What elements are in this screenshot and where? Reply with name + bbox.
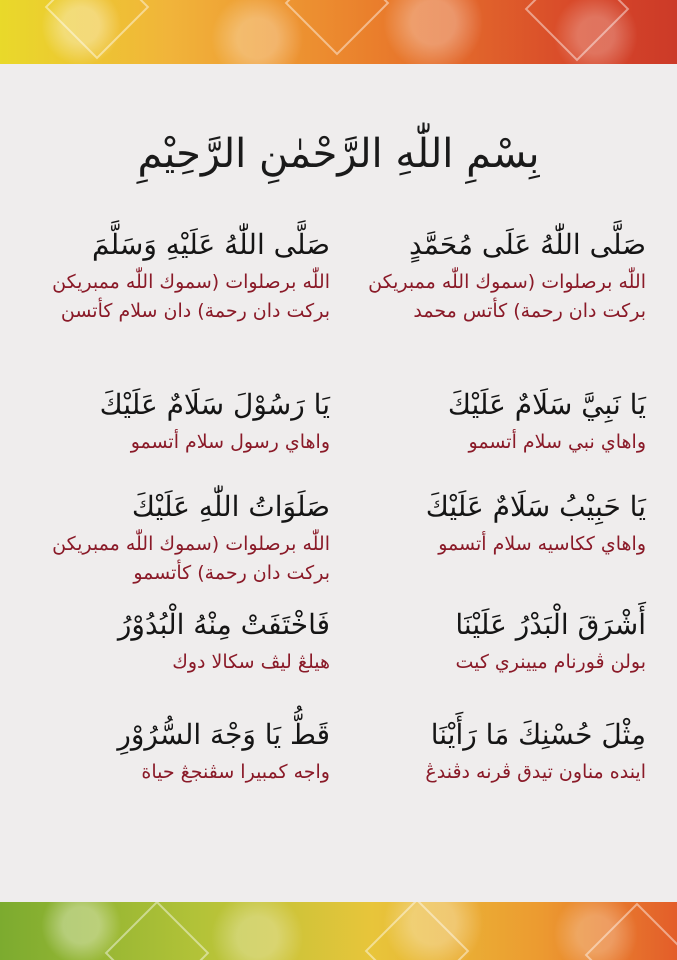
verse-translation: ايندە مناون تيدق ڤرنه دڤندڠ [425,760,646,783]
verse-translation: اللّٰه برصلوات (سموك اللّٰه ممبريكن بركت دان رحمة) كأتس محمد [368,270,646,323]
verse-translation: اللّٰه برصلوات (سموك اللّٰه ممبريكن بركت دان رحمة) دان سلام كأتسن [52,270,330,323]
star-ornament-icon [525,0,630,61]
verse-block [30,718,330,787]
verse-block [346,718,646,787]
arabic-verse: فَاخْتَفَتْ مِنْهُ الْبُدُوْرُ [117,608,330,641]
arabic-verse: يَا نَبِيَّ سَلَامٌ عَلَيْكَ [447,388,646,421]
verse-block [30,490,330,588]
basmala-heading: بِسْمِ اللّٰهِ الرَّحْمٰنِ الرَّحِيْمِ [137,131,540,177]
verse-block [30,608,330,677]
verse-block [346,490,646,559]
arabic-verse: يَا رَسُوْلَ سَلَامٌ عَلَيْكَ [99,388,330,421]
verse-translation: بولن ڤورنام ميينري كيت [455,650,646,673]
verse-translation: اللّٰه برصلوات (سموك اللّٰه ممبريكن بركت دان رحمة) كأتسمو [52,532,330,585]
arabic-verse: صَلَّى اللّٰهُ عَلَى مُحَمَّدٍ [409,228,646,261]
verse-block [346,228,646,326]
verse-block [346,388,646,457]
arabic-verse: مِثْلَ حُسْنِكَ مَا رَأَيْنَا [430,718,646,751]
verse-translation: هيلڠ ليڤ سكالا دوك [172,650,330,673]
arabic-verse: قَطُّ يَا وَجْهَ السُّرُوْرِ [117,718,330,751]
verse-translation: واجه كمبيرا سڤنجڠ حياة [141,760,330,783]
verse-translation: واهاي ككاسيه سلام أتسمو [438,532,646,555]
star-ornament-icon [105,902,210,960]
top-decorative-band [0,0,677,64]
star-ornament-icon [365,902,470,960]
verse-translation: واهاي نبي سلام أتسمو [468,430,646,453]
bottom-decorative-band [0,902,677,960]
star-ornament-icon [45,0,150,59]
arabic-verse: أَشْرَقَ الْبَدْرُ عَلَيْنَا [455,608,646,641]
verse-block [346,608,646,677]
arabic-verse: يَا حَبِيْبُ سَلَامٌ عَلَيْكَ [425,490,646,523]
verse-block [30,388,330,457]
arabic-verse: صَلَوَاتُ اللّٰهِ عَلَيْكَ [131,490,330,523]
verse-translation: واهاي رسول سلام أتسمو [130,430,330,453]
star-ornament-icon [285,0,390,55]
arabic-verse: صَلَّى اللّٰهُ عَلَيْهِ وَسَلَّمَ [92,228,330,261]
star-ornament-icon [585,903,677,960]
verse-block [30,228,330,326]
